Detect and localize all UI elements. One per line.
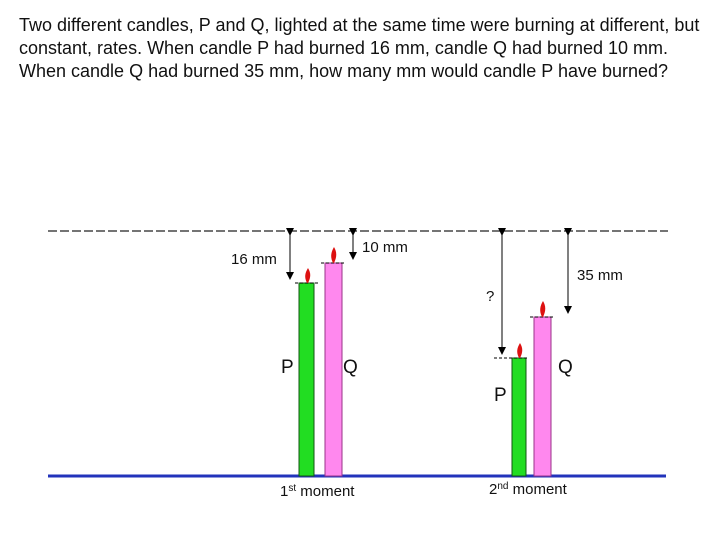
p-burned-label: 16 mm [231, 251, 277, 268]
candle-q-body [325, 263, 342, 476]
flame-icon [517, 343, 522, 358]
candle-q-label: Q [558, 357, 573, 378]
candle-p-body [512, 358, 526, 476]
question-text: Two different candles, P and Q, lighted at the same time were burning at different, but constant, rates. When candle P had burned 16 mm, candle Q had burned 10 mm. When candle Q had burned 35 mm, how many mm would candle P have burned? [19, 15, 700, 81]
moment-1-group [231, 235, 408, 500]
candle-p-label: P [494, 385, 507, 406]
moment-2-caption: 2nd moment [489, 481, 567, 498]
flame-icon [331, 247, 336, 263]
candle-q-body [534, 317, 551, 476]
candle-p-label: P [281, 357, 294, 378]
p-burned-label: ? [486, 288, 495, 305]
flame-icon [540, 301, 545, 317]
flame-icon [305, 268, 310, 283]
moment-1-caption: 1st moment [280, 483, 355, 500]
candle-q-label: Q [343, 357, 358, 378]
candle-p-body [299, 283, 314, 476]
q-burned-label: 35 mm [577, 267, 623, 284]
q-burned-label: 10 mm [362, 239, 408, 256]
moment-2-group [486, 235, 623, 498]
